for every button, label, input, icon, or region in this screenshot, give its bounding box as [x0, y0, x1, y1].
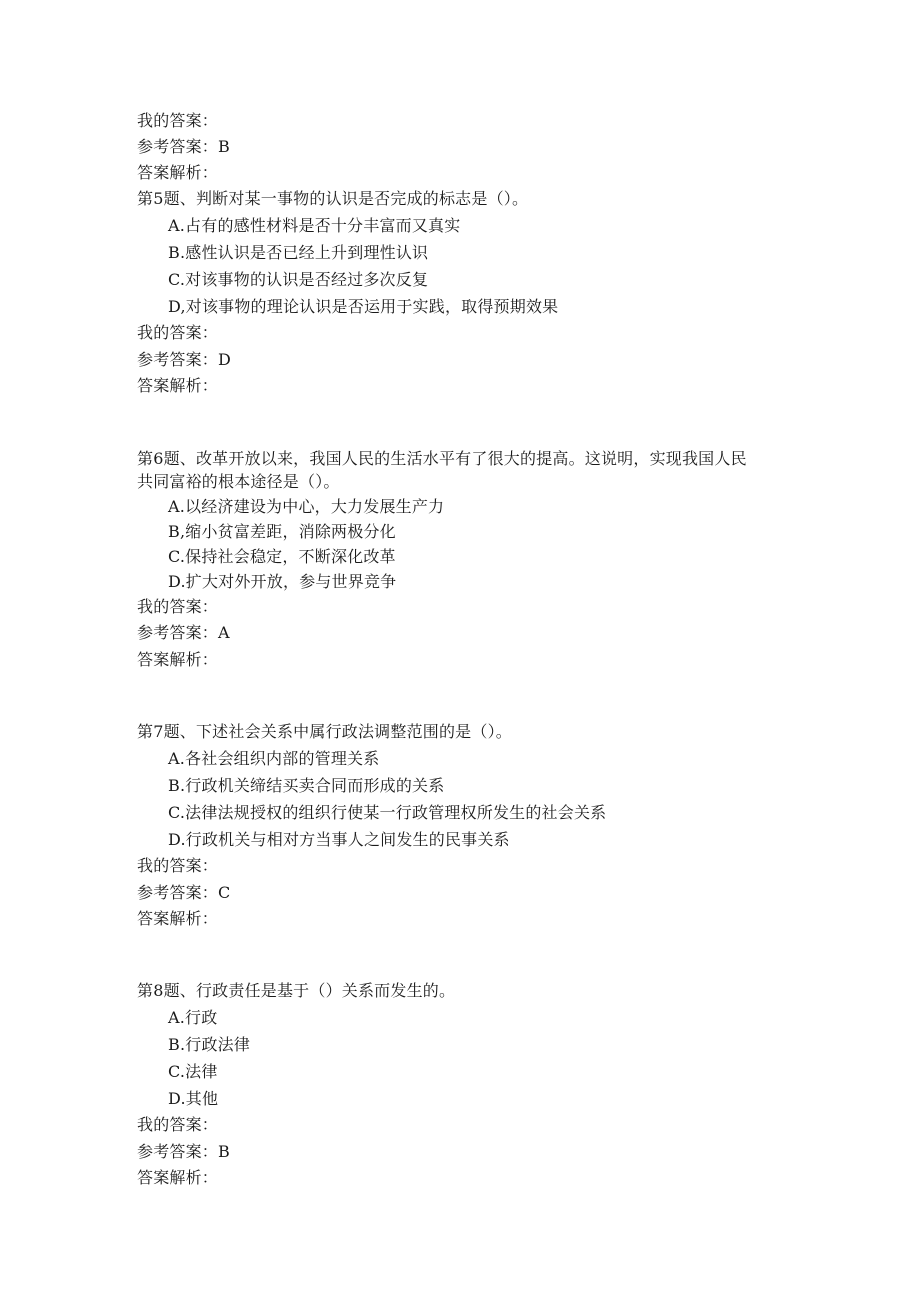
- reference-answer: 参考答案：C: [137, 883, 231, 902]
- option-b: B.感性认识是否已经上升到理性认识: [168, 243, 429, 262]
- my-answer-label: 我的答案：: [137, 856, 219, 875]
- answer-analysis-label: 答案解析：: [137, 909, 219, 928]
- question-stem-line-1: 第6题、改革开放以来，我国人民的生活水平有了很大的提高。这说明，实现我国人民: [137, 449, 747, 468]
- option-c: C.法律: [168, 1062, 218, 1081]
- question-stem: 第5题、判断对某一事物的认识是否完成的标志是（）。: [137, 189, 529, 208]
- reference-answer: 参考答案：B: [137, 137, 230, 156]
- option-a: A.占有的感性材料是否十分丰富而又真实: [168, 216, 461, 235]
- option-b: B.行政机关缔结买卖合同而形成的关系: [168, 776, 445, 795]
- my-answer-label: 我的答案：: [137, 597, 219, 616]
- my-answer-label: 我的答案：: [137, 1115, 219, 1134]
- option-a: A.行政: [168, 1008, 218, 1027]
- reference-answer: 参考答案：B: [137, 1142, 230, 1161]
- reference-answer: 参考答案：A: [137, 623, 230, 642]
- option-d: D.扩大对外开放，参与世界竞争: [168, 572, 397, 591]
- option-c: C.法律法规授权的组织行使某一行政管理权所发生的社会关系: [168, 803, 607, 822]
- option-b: B,缩小贫富差距，消除两极分化: [168, 522, 396, 541]
- option-a: A.各社会组织内部的管理关系: [168, 749, 380, 768]
- my-answer-label: 我的答案：: [137, 323, 219, 342]
- question-stem-line-2: 共同富裕的根本途径是（）。: [137, 472, 340, 491]
- option-a: A.以经济建设为中心，大力发展生产力: [168, 497, 445, 516]
- option-c: C.对该事物的认识是否经过多次反复: [168, 270, 429, 289]
- option-d: D.其他: [168, 1089, 219, 1108]
- option-c: C.保持社会稳定，不断深化改革: [168, 547, 396, 566]
- question-stem: 第8题、行政责任是基于（）关系而发生的。: [137, 981, 456, 1000]
- answer-analysis-label: 答案解析：: [137, 650, 219, 669]
- option-b: B.行政法律: [168, 1035, 251, 1054]
- answer-analysis-label: 答案解析：: [137, 1168, 219, 1187]
- option-d: D.行政机关与相对方当事人之间发生的民事关系: [168, 830, 510, 849]
- option-d: D,对该事物的理论认识是否运用于实践，取得预期效果: [168, 297, 559, 316]
- answer-analysis-label: 答案解析：: [137, 163, 219, 182]
- reference-answer: 参考答案：D: [137, 350, 232, 369]
- answer-analysis-label: 答案解析：: [137, 376, 219, 395]
- my-answer-label: 我的答案：: [137, 111, 219, 130]
- question-stem: 第7题、下述社会关系中属行政法调整范围的是（）。: [137, 722, 512, 741]
